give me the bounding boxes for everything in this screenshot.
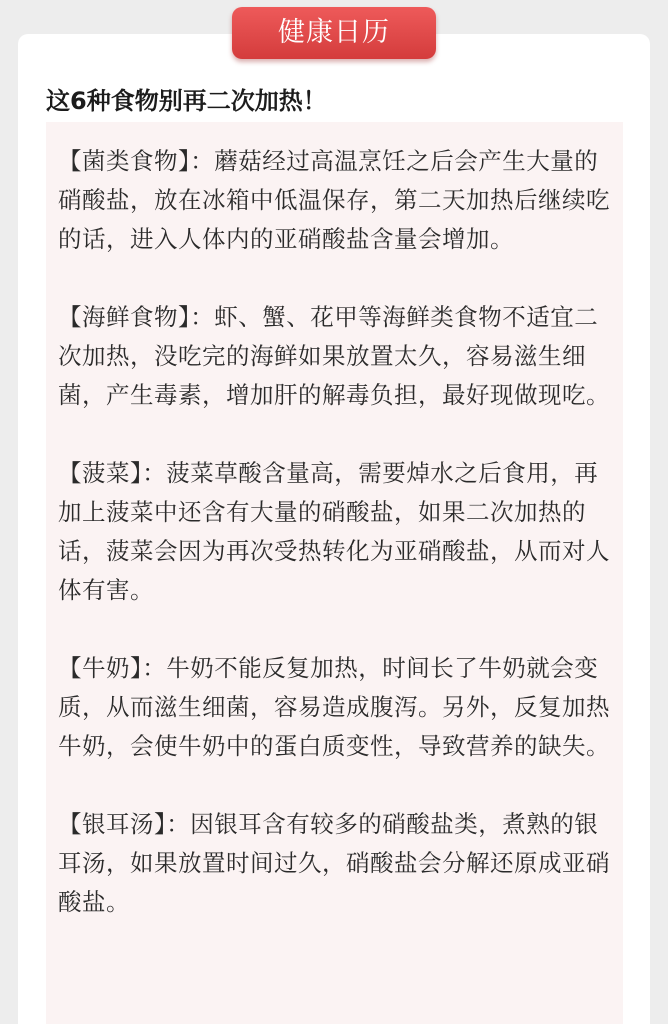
paragraph-tremella-soup: 【银耳汤】：因银耳含有较多的硝酸盐类，煮熟的银耳汤，如果放置时间过久，硝酸盐会分解还原成亚硝酸盐。 — [58, 810, 610, 916]
paragraph-spinach: 【菠菜】：菠菜草酸含量高，需要焯水之后食用，再加上菠菜中还含有大量的硝酸盐，如果二次加热的话，菠菜会因为再次受热转化为亚硝酸盐，从而对人体有害。 — [58, 459, 610, 604]
article-title: 这6种食物别再二次加热！ — [46, 87, 327, 115]
paragraph-mushroom: 【菌类食物】：蘑菇经过高温烹饪之后会产生大量的硝酸盐，放在冰箱中低温保存，第二天加热后继续吃的话，进入人体内的亚硝酸盐含量会增加。 — [58, 147, 610, 253]
paragraph-milk: 【牛奶】：牛奶不能反复加热，时间长了牛奶就会变质，从而滋生细菌，容易造成腹泻。另外，反复加热牛奶，会使牛奶中的蛋白质变性，导致营养的缺失。 — [58, 654, 610, 760]
paragraph-seafood: 【海鲜食物】：虾、蟹、花甲等海鲜类食物不适宜二次加热，没吃完的海鲜如果放置太久，容易滋生细菌，产生毒素，增加肝的解毒负担，最好现做现吃。 — [58, 303, 610, 409]
health-calendar-badge: 健康日历 — [232, 7, 436, 59]
article-content — [46, 122, 623, 1024]
